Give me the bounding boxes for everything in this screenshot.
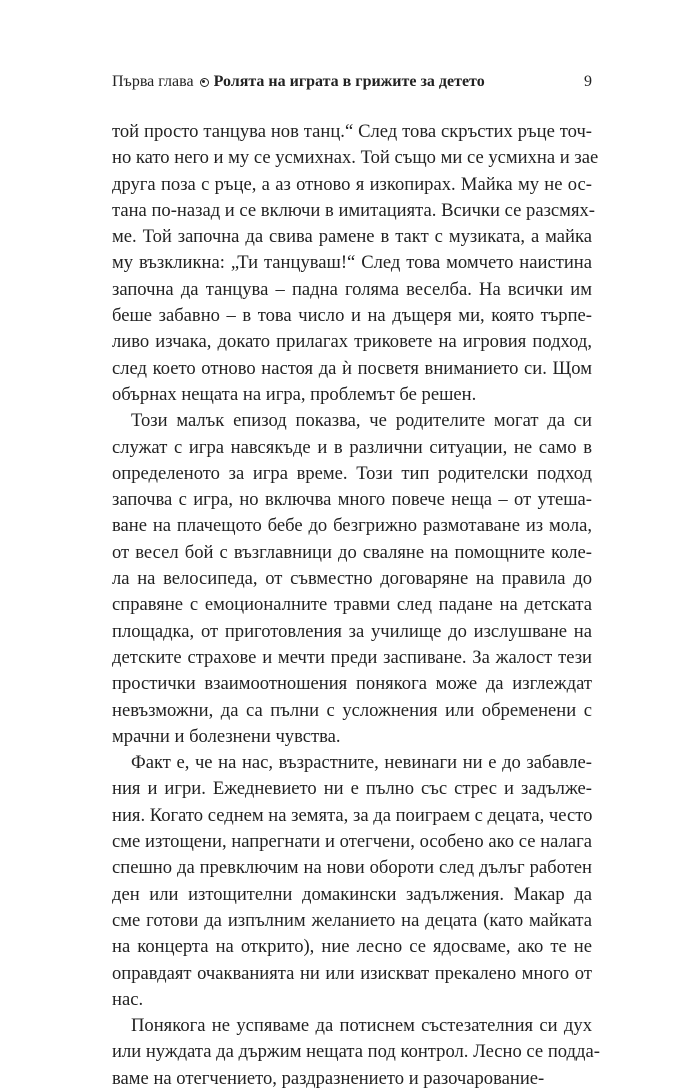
text-line: или нуждата да държим нещата под контрол. Лесно се подда- xyxy=(112,1041,600,1063)
text-line: нас. xyxy=(112,988,144,1010)
text-line: от весел бой с възглавници до сваляне на помощните коле- xyxy=(112,541,592,563)
text-line: определеното за игра време. Този тип родителски подход xyxy=(112,462,592,484)
text-line: Факт е, че на нас, възрастните, невинаги ни е до забавле- xyxy=(131,752,592,774)
text-line: след което отново настоя да ѝ посветя вниманието си. Щом xyxy=(112,357,592,379)
text-line: тана по-назад и се включи в имитацията. Всички се разсмях- xyxy=(112,199,595,221)
header-left xyxy=(112,73,485,91)
text-line: площадка, от приготовления за училище до изслушване на xyxy=(112,620,592,642)
text-line: той просто танцува нов танц.“ След това скръстих ръце точ- xyxy=(112,121,592,142)
text-line: справяне с емоционалните травми след падане на детската xyxy=(112,594,592,616)
text-line: ла на велосипеда, от съвместно договаряне на правила до xyxy=(112,568,592,590)
text-line: Понякога не успяваме да потиснем състезателния си дух xyxy=(131,1015,592,1037)
text-line: ливо изчака, докато прилагах триковете на игровия подход, xyxy=(112,331,592,353)
text-line: сме изтощени, напрегнати и отегчени, особено ако се налага xyxy=(112,831,592,853)
running-header xyxy=(112,70,592,94)
text-line: невъзможни, да са пълни с усложнения или обременени с xyxy=(112,699,592,721)
text-line: ден или изтощителни домакински задължения. Макар да xyxy=(112,883,592,905)
text-line: му възкликна: „Ти танцуваш!“ След това момчето наистина xyxy=(112,252,592,274)
text-line: но като него и му се усмихнах. Той също ми се усмихна и зае xyxy=(112,147,599,169)
paragraph xyxy=(112,750,592,1013)
chapter-label: Първа глава xyxy=(112,73,194,90)
text-line: ване на плачещото бебе до безгрижно размотаване из мола, xyxy=(112,515,592,537)
text-line: Този малък епизод показва, че родителите могат да си xyxy=(131,410,592,432)
chapter-title: Ролята на играта в грижите за детето xyxy=(213,73,485,90)
text-line: беше забавно – в това число и на дъщеря ми, която търпе- xyxy=(112,305,592,327)
text-line: ме. Той започна да свива рамене в такт с музиката, а майка xyxy=(112,226,592,248)
bullet-separator-icon xyxy=(200,78,209,87)
text-line: служат с игра навсякъде и в различни ситуации, не само в xyxy=(112,436,592,458)
body-text xyxy=(112,119,600,1092)
text-line: започна да танцува – падна голяма веселба. На всички им xyxy=(112,278,592,300)
paragraph xyxy=(112,119,599,408)
text-line: ния. Когато седнем на земята, за да поиграем с децата, често xyxy=(112,804,593,826)
text-line: спешно да превключим на нови обороти след дълъг работен xyxy=(112,857,592,879)
text-line: оправдаят очакванията ни или изискват прекалено много от xyxy=(112,962,592,984)
text-line: обърнах нещата на игра, проблемът бе решен. xyxy=(112,383,477,405)
text-line: на концерта на открито), ние лесно се ядосваме, ако те не xyxy=(112,936,592,958)
page-number: 9 xyxy=(584,73,592,90)
text-line: мрачни и болезнени чувства. xyxy=(112,725,341,747)
text-line: ваме на отегчението, раздразнението и разочарование- xyxy=(112,1067,545,1089)
text-line: друга поза с ръце, а аз отново я изкопирах. Майка му не ос- xyxy=(112,173,592,195)
text-line: сме готови да изпълним желанието на децата (като майката xyxy=(112,909,592,931)
text-line: започва с игра, но включва много повече неща – от утеша- xyxy=(112,489,592,511)
text-line: ния и игри. Ежедневието ни е пълно със стрес и задълже- xyxy=(112,778,592,800)
text-line: простички взаимоотношения понякога може да изглеждат xyxy=(112,673,592,695)
text-line: детските страхове и мечти преди заспиване. За жалост тези xyxy=(112,646,592,668)
paragraph xyxy=(112,1013,600,1092)
paragraph xyxy=(112,408,592,750)
